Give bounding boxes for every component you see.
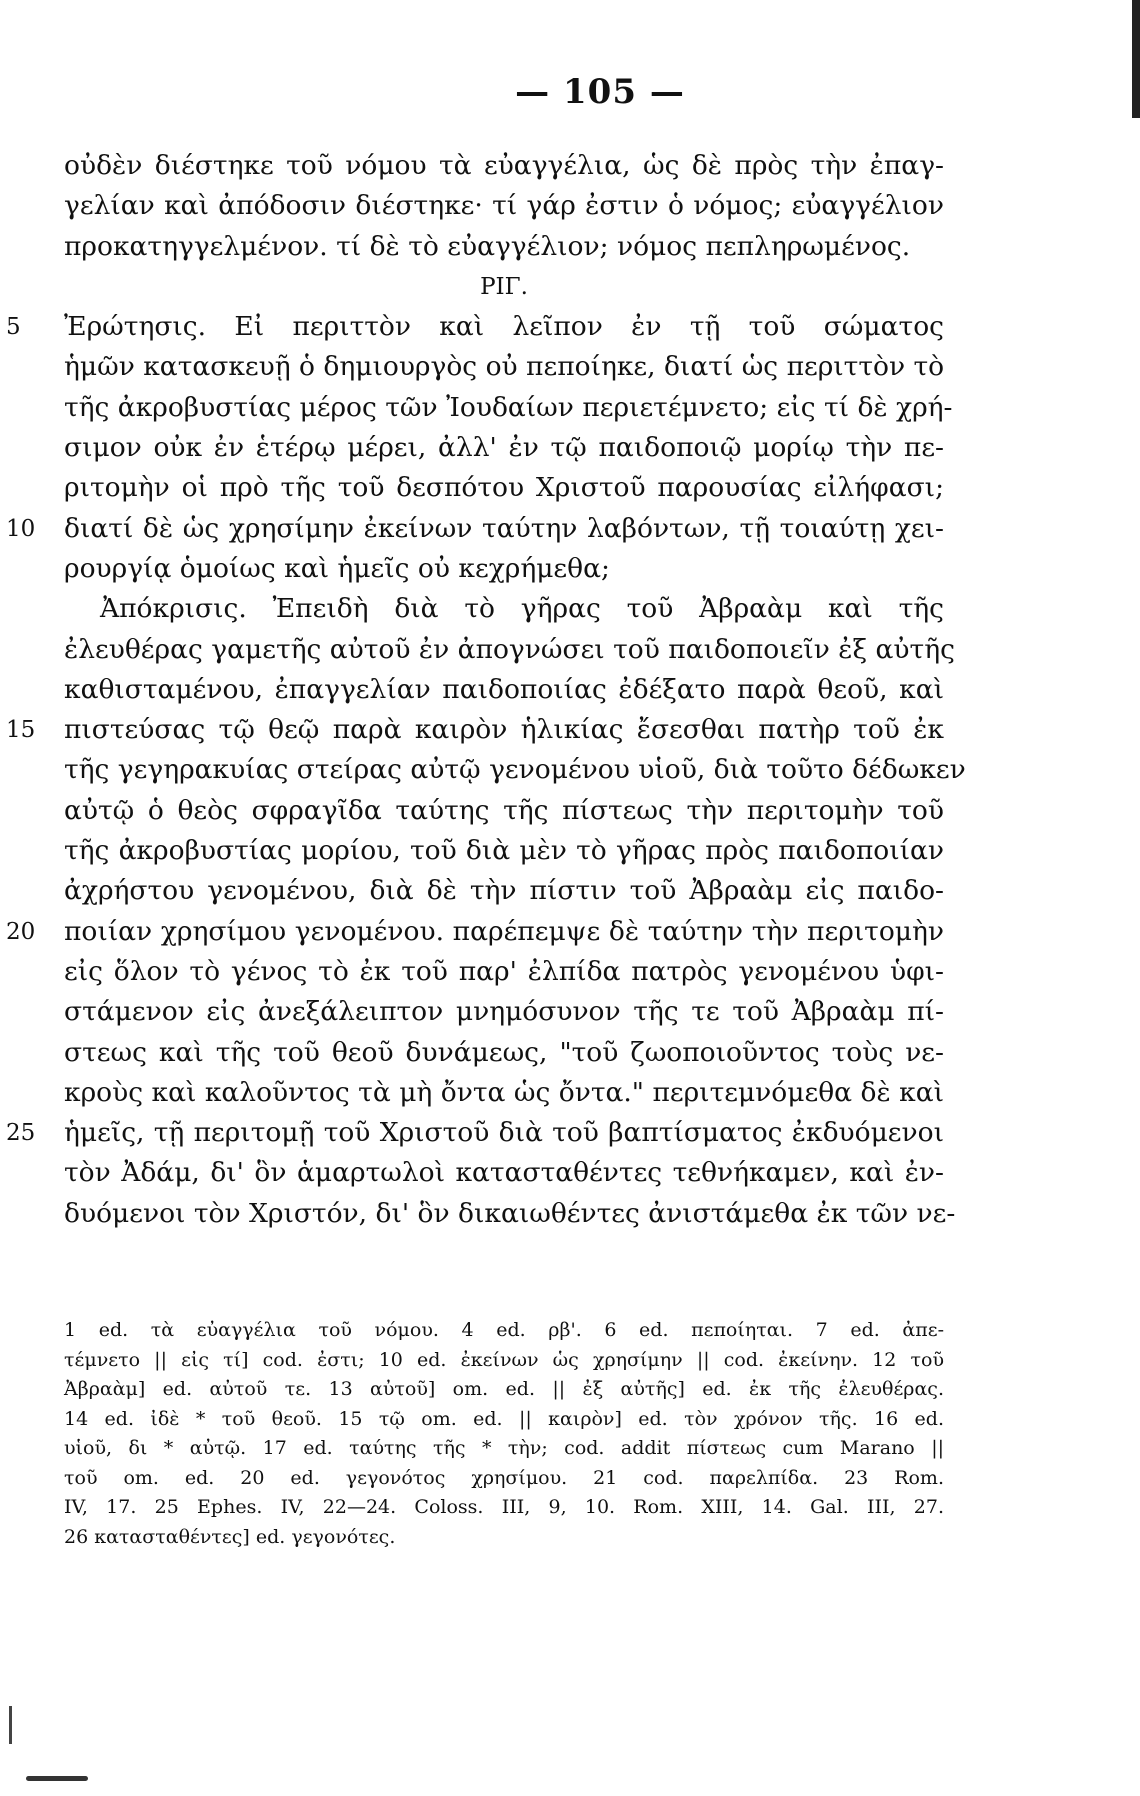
corner-smudge-mark [26,1776,88,1781]
text-line [6,710,944,750]
text-line [64,630,955,670]
text-line [64,186,944,226]
text-line [64,1194,956,1234]
line-text: ἀχρήστου γενομένου, διὰ δὲ τὴν πίστιν τοῦ Ἀβραὰμ εἰς παιδο- [64,875,944,907]
footnote-line: 14 ed. ἰδὲ * τοῦ θεοῦ. 15 τῷ om. ed. || καιρὸν] ed. τὸν χρόνον τῆς. 16 ed. [64,1407,944,1430]
text-line [64,871,944,911]
line-text: προκατηγγελμένον. τί δὲ τὸ εὐαγγέλιον; νόμος πεπληρωμένος. [64,230,911,262]
footnote-line: τοῦ om. ed. 20 ed. γεγονότος χρησίμου. 21 cod. παρελπίδα. 23 Rom. [64,1466,944,1489]
footnote-line: τέμνετο || εἰς τί] cod. ἐστι; 10 ed. ἐκείνων ὡς χρησίμην || cod. ἐκείνην. 12 τοῦ [64,1348,944,1371]
line-text: κροὺς καὶ καλοῦντος τὰ μὴ ὄντα ὡς ὄντα." περιτεμνόμεθα δὲ καὶ [64,1076,944,1108]
text-line [64,428,944,468]
line-text: ἐλευθέρας γαμετῆς αὐτοῦ ἐν ἀπογνώσει τοῦ παιδοποιεῖν ἐξ αὐτῆς [64,633,955,665]
line-text: σιμον οὐκ ἐν ἑτέρῳ μέρει, ἀλλ' ἐν τῷ παιδοποιῷ μορίῳ τὴν πε- [64,432,944,464]
line-text: Ἀπόκρισις. Ἐπειδὴ διὰ τὸ γῆρας τοῦ Ἀβραὰμ καὶ τῆς [100,593,944,625]
line-text: ἡμεῖς, τῇ περιτομῇ τοῦ Χριστοῦ διὰ τοῦ βαπτίσματος ἐκδυόμενοι [64,1117,944,1149]
line-number: 20 [6,918,36,945]
text-line [64,589,944,629]
line-text: Ἐρώτησις. Εἰ περιττὸν καὶ λεῖπον ἐν τῇ τοῦ σώματος [64,311,944,343]
section-number: ΡΙΓ. [480,273,528,300]
main-text [6,146,966,1234]
line-text: καθισταμένου, ἐπαγγελίαν παιδοποιίας ἐδέξατο παρὰ θεοῦ, καὶ [64,673,944,705]
text-line [64,468,944,508]
line-text: τῆς ἀκροβυστίας μορίου, τοῦ διὰ μὲν τὸ γῆρας πρὸς παιδοποιίαν [64,835,944,867]
text-line [64,992,944,1032]
line-text: οὐδὲν διέστηκε τοῦ νόμου τὰ εὐαγγέλια, ὡς δὲ πρὸς τὴν ἐπαγ- [64,150,944,181]
text-line [64,750,966,790]
line-text: ριτομὴν οἱ πρὸ τῆς τοῦ δεσπότου Χριστοῦ παρουσίας εἰλήφασι; [64,472,944,504]
text-line [64,791,944,831]
line-text: δυόμενοι τὸν Χριστόν, δι' ὃν δικαιωθέντες ἀνιστάμεθα ἐκ τῶν νε- [64,1197,956,1229]
text-line [6,509,944,549]
section-heading [64,267,944,307]
text-line [64,1153,944,1193]
text-line [64,670,944,710]
line-number: 15 [6,717,36,744]
text-line [64,388,953,428]
line-text: γελίαν καὶ ἀπόδοσιν διέστηκε· τί γάρ ἐστιν ὁ νόμος; εὐαγγέλιον [64,190,944,222]
footnote-line: Ἀβραὰμ] ed. αὐτοῦ τε. 13 αὐτοῦ] om. ed. || ἐξ αὐτῆς] ed. ἐκ τῆς ἐλευθέρας. [64,1378,944,1400]
footnote-line: υἱοῦ, δι * αὐτῷ. 17 ed. ταύτης τῆς * τὴν; cod. addit πίστεως cum Marano || [64,1437,944,1459]
line-text: εἰς ὅλον τὸ γένος τὸ ἐκ τοῦ παρ' ἐλπίδα πατρὸς γενομένου ὑφι- [64,955,944,987]
line-text: στάμενον εἰς ἀνεξάλειπτον μνημόσυνον τῆς τε τοῦ Ἀβραὰμ πί- [64,996,944,1028]
line-text: στεως καὶ τῆς τοῦ θεοῦ δυνάμεως, "τοῦ ζωοποιοῦντος τοὺς νε- [64,1036,944,1068]
text-line [64,1033,944,1073]
line-text: πιστεύσας τῷ θεῷ παρὰ καιρὸν ἡλικίας ἔσεσθαι πατὴρ τοῦ ἐκ [64,714,944,746]
line-number: 25 [6,1120,36,1147]
line-text: τῆς γεγηρακυίας στείρας αὐτῷ γενομένου υἱοῦ, διὰ τοῦτο δέδωκεν [64,754,966,786]
line-text: τὸν Ἀδάμ, δι' ὃν ἁμαρτωλοὶ κατασταθέντες τεθνήκαμεν, καὶ ἐν- [64,1157,944,1189]
line-text: ἡμῶν κατασκευῇ ὁ δημιουργὸς οὐ πεποίηκε, διατί ὡς περιττὸν τὸ [64,351,945,383]
text-line [64,146,944,186]
line-text: ποιίαν χρησίμου γενομένου. παρέπεμψε δὲ ταύτην τὴν περιτομὴν [64,915,944,947]
line-text: ρουργίᾳ ὁμοίως καὶ ἡμεῖς οὐ κεχρήμεθα; [64,552,610,584]
text-line [64,952,944,992]
line-number: 10 [6,515,36,542]
footnote-line: 1 ed. τὰ εὐαγγέλια τοῦ νόμου. 4 ed. ρβ'. 6 ed. πεποίηται. 7 ed. ἀπε- [64,1319,944,1341]
line-text: αὐτῷ ὁ θεὸς σφραγῖδα ταύτης τῆς πίστεως τὴν περιτομὴν τοῦ [64,794,944,826]
line-number: 5 [6,314,21,341]
text-line [64,1073,944,1113]
text-line [6,1113,944,1153]
text-line [6,307,944,347]
page-number: — 105 — [515,72,685,112]
text-line [64,347,944,387]
line-text: διατί δὲ ὡς χρησίμην ἐκείνων ταύτην λαβόντων, τῇ τοιαύτῃ χει- [64,512,944,544]
footnotes [64,1316,944,1552]
footnote-line: IV, 17. 25 Ephes. IV, 22—24. Coloss. III, 9, 10. Rom. XIII, 14. Gal. III, 27. [64,1496,944,1518]
text-line [64,549,944,589]
text-line [6,912,944,952]
margin-tick-mark [9,1706,12,1744]
line-text: τῆς ἀκροβυστίας μέρος τῶν Ἰουδαίων περιετέμνετο; εἰς τί δὲ χρή- [64,391,953,423]
text-line [64,227,944,267]
footnote-line: 26 κατασταθέντες] ed. γεγονότες. [64,1525,396,1548]
text-line [64,831,944,871]
